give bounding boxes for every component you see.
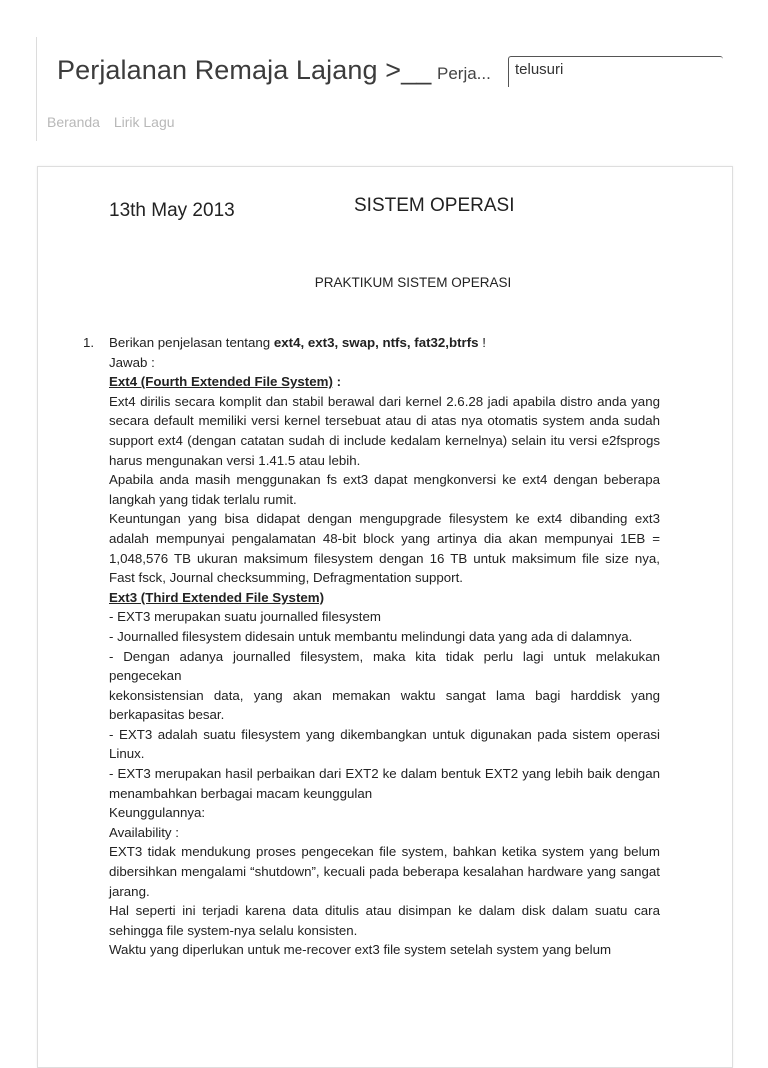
question-topics: ext4, ext3, swap, ntfs, fat32,btrfs [273, 335, 479, 350]
paragraph: Keunggulannya: [109, 805, 206, 821]
question-suffix: ! [478, 335, 486, 350]
blog-subtitle[interactable]: Perja... [437, 64, 491, 83]
paragraph: - EXT3 merupakan suatu journalled filesystem [109, 609, 381, 625]
ext4-heading-line [109, 372, 660, 392]
paragraph: - EXT3 merupakan hasil perbaikan dari EXT2 ke dalam bentuk EXT2 yang lebih baik dengan menambahkan berbagai macam keunggulan [109, 766, 660, 801]
paragraph: Hal seperti ini terjadi karena data ditulis atau disimpan ke dalam disk dalam suatu cara sehingga file system-nya selalu konsisten. [109, 903, 660, 938]
ext4-heading: Ext4 (Fourth Extended File System) [109, 374, 333, 390]
header-divider [36, 37, 37, 141]
paragraph: Availability : [109, 824, 179, 840]
search-input[interactable] [509, 57, 721, 82]
question-item [83, 333, 660, 353]
paragraph: - Journalled filesystem didesain untuk membantu melindungi data yang ada di dalamnya. [109, 628, 633, 644]
nav-item-lirik-lagu[interactable]: Lirik Lagu [113, 114, 175, 130]
post-date: 13th May 2013 [109, 200, 235, 221]
answer-label: Jawab : [109, 354, 155, 370]
ext3-heading: Ext3 (Third Extended File System) [109, 589, 325, 605]
paragraph: - Dengan adanya journalled filesystem, maka kita tidak perlu lagi untuk melakukan pengecekan [109, 648, 660, 684]
question-prefix: Berikan penjelasan tentang [109, 335, 274, 350]
post-body [83, 333, 660, 960]
nav-bar [47, 114, 185, 130]
paragraph: kekonsistensian data, yang akan memakan waktu sangat lama bagi harddisk yang berkapasitas besar. [109, 687, 660, 723]
nav-item-beranda[interactable]: Beranda [47, 114, 100, 130]
blog-title[interactable]: Perjalanan Remaja Lajang >__ [57, 55, 432, 85]
ext3-heading-line [109, 588, 660, 608]
paragraph: EXT3 tidak mendukung proses pengecekan file system, bahkan ketika system yang belum dibersihkan mengalami “shutdown”, kecuali pada beberapa kesalahan hardware yang sangat jarang. [109, 844, 660, 899]
document-heading: PRAKTIKUM SISTEM OPERASI [314, 275, 512, 290]
paragraph: - EXT3 adalah suatu filesystem yang dikembangkan untuk digunakan pada sistem operasi Linux. [109, 726, 660, 762]
search-box[interactable] [508, 56, 723, 87]
ext4-heading-colon: : [332, 374, 341, 390]
paragraph: Ext4 dirilis secara komplit dan stabil berawal dari kernel 2.6.28 jadi apabila distro anda yang secara default memiliki versi kernel tersebuat atau di atas nya otomatis system anda sudah support ext4 (dengan catatan sudah di include kedalam kernelnya) selain itu versi e2fsprogs harus mengunakan versi 1.41.5 atau lebih. [109, 393, 660, 468]
paragraph: Keuntungan yang bisa didapat dengan mengupgrade filesystem ke ext4 dibanding ext3 adalah mempunyai pengalamatan 48-bit block yang artinya dia akan mempunyai 1EB = 1,048,576 TB ukuran maksimum filesystem dengan 16 TB untuk maksimum file size nya, Fast fsck, Journal checksumming, Defragmentation support. [109, 511, 660, 586]
paragraph: Waktu yang diperlukan untuk me-recover ext3 file system setelah system yang belum [109, 942, 612, 958]
paragraph: Apabila anda masih menggunakan fs ext3 dapat mengkonversi ke ext4 dengan beberapa langkah yang tidak terlalu rumit. [109, 472, 660, 507]
post-title[interactable]: SISTEM OPERASI [354, 195, 515, 216]
question-number: 1. [83, 335, 95, 350]
